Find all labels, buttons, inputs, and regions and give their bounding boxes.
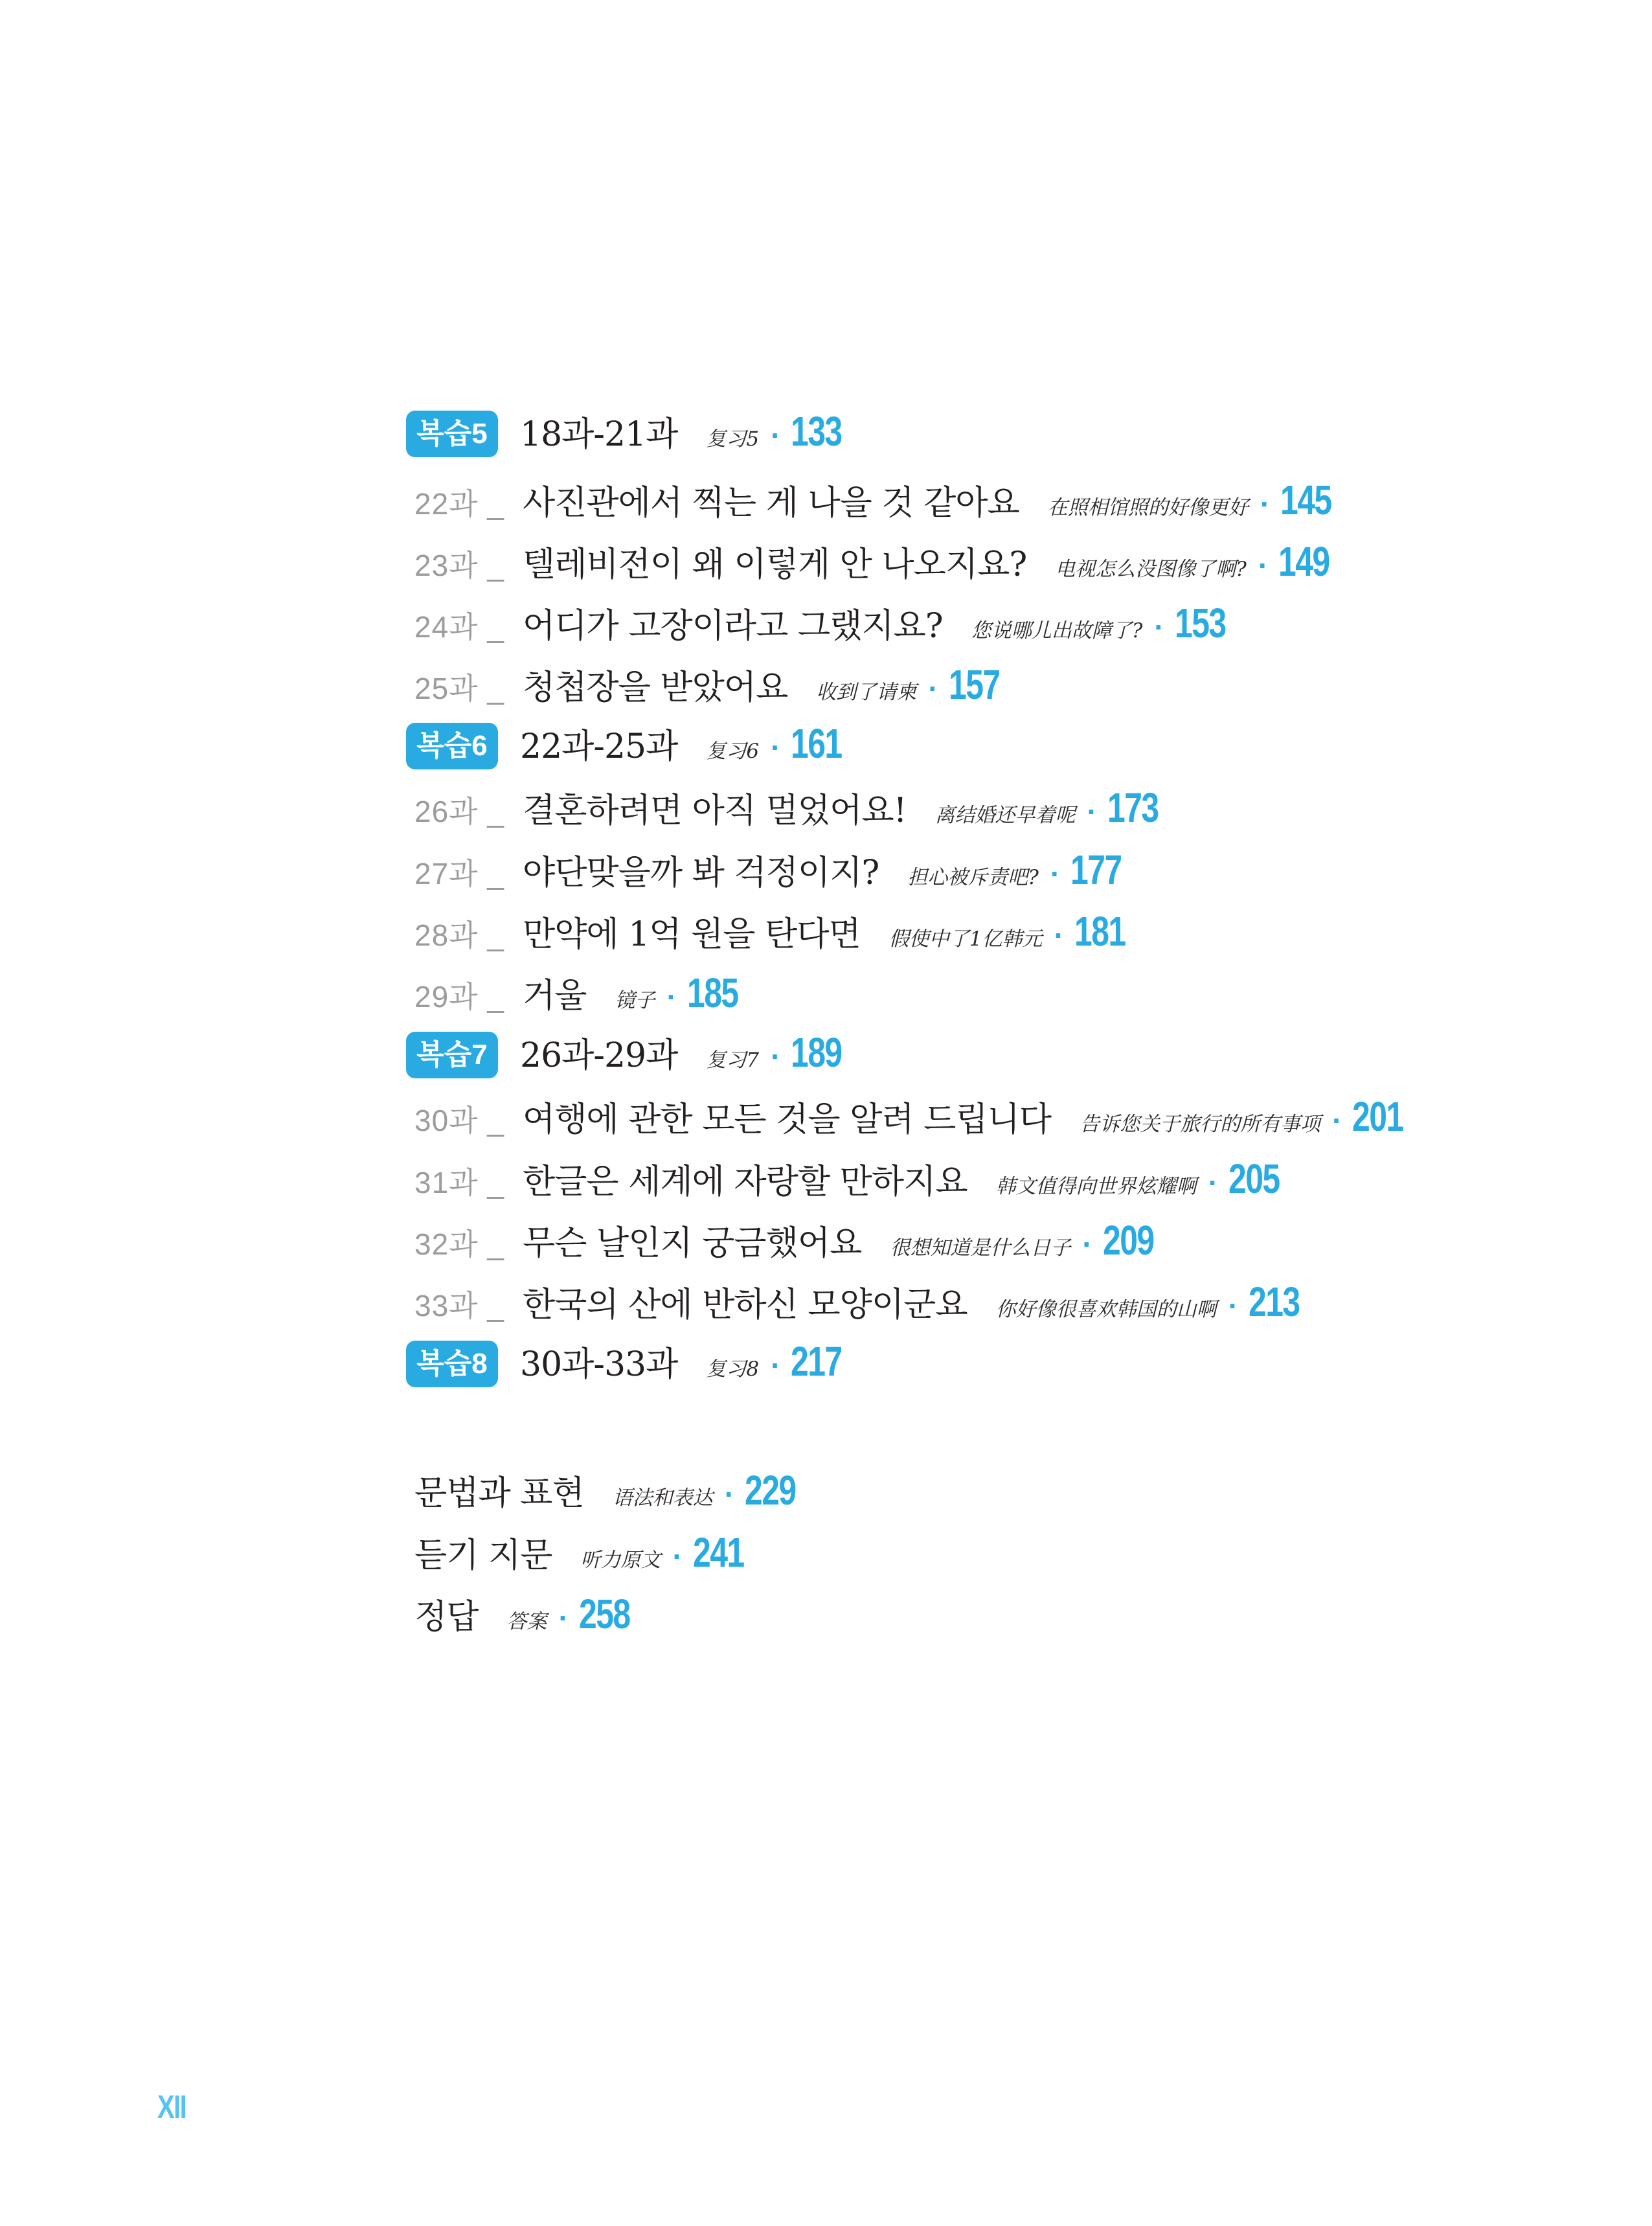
lesson-number: 27과 _ [414, 857, 504, 891]
lesson-number: 22과 _ [414, 487, 504, 521]
review-badge: 복습5 [406, 411, 498, 457]
lesson-title: 야단맞을까 봐 걱정이지? [522, 854, 879, 892]
page-number: 185 [686, 970, 738, 1016]
page-number: 217 [791, 1338, 843, 1385]
page-number: 181 [1074, 908, 1126, 955]
toc-lesson-row [414, 479, 1346, 521]
page-number: 258 [578, 1591, 630, 1637]
toc-lesson-row [414, 784, 1173, 831]
dot-separator: · [1087, 795, 1097, 828]
dot-separator: · [724, 1477, 735, 1511]
page-number: 157 [948, 661, 1000, 708]
folio-page-number: XII [157, 2089, 187, 2125]
dot-separator: · [1228, 1289, 1238, 1323]
lesson-number: 29과 _ [414, 980, 504, 1014]
lesson-title: 어디가 고장이라고 그랬지요? [522, 607, 943, 646]
toc-lesson-row [414, 972, 752, 1014]
dot-separator: · [1050, 857, 1061, 891]
chinese-caption: 担心被斥责吧? [907, 866, 1039, 889]
chinese-caption: 复习5 [706, 427, 760, 451]
lesson-title: 무슨 날인지 궁금했어요 [522, 1224, 862, 1263]
chinese-caption: 语法和表达 [612, 1486, 713, 1510]
lesson-number: 28과 _ [414, 918, 504, 952]
toc-appendix-row [414, 1529, 758, 1576]
toc-lesson-row [414, 846, 1136, 893]
toc-lesson-row [414, 602, 1239, 644]
toc-lesson-row [414, 1217, 1168, 1264]
chinese-caption: 镜子 [615, 989, 655, 1012]
chinese-caption: 你好像很喜欢韩国的山啊 [995, 1298, 1217, 1321]
page-number: 229 [745, 1467, 796, 1514]
chinese-caption: 复习6 [706, 740, 760, 763]
page-number: 161 [791, 720, 843, 767]
lesson-title: 한글은 세계에 자랑할 만하지요 [522, 1163, 967, 1201]
chinese-caption: 告诉您关于旅行的所有事项 [1080, 1113, 1321, 1136]
page-number: 201 [1352, 1093, 1404, 1140]
chinese-caption: 复习8 [706, 1357, 760, 1381]
review-range: 22과-25과 [520, 727, 678, 766]
dot-separator: · [928, 672, 938, 705]
lesson-number: 24과 _ [414, 610, 504, 644]
review-badge: 복습8 [406, 1341, 498, 1387]
toc-review-row [406, 1029, 856, 1078]
dot-separator: · [558, 1601, 569, 1635]
page-number: 205 [1228, 1155, 1280, 1202]
page-number: 149 [1278, 538, 1330, 585]
lesson-title: 만약에 1억 원을 탄다면 [522, 915, 861, 954]
lesson-title: 여행에 관한 모든 것을 알려 드립니다 [522, 1100, 1052, 1139]
chinese-caption: 假使中了1亿韩元 [888, 927, 1043, 951]
page-number: 209 [1102, 1217, 1154, 1264]
page-number: 213 [1248, 1278, 1300, 1325]
page-number: 153 [1174, 600, 1226, 646]
lesson-number: 23과 _ [414, 549, 504, 582]
toc-lesson-row [414, 908, 1140, 955]
review-range: 30과-33과 [520, 1345, 678, 1384]
chinese-caption: 很想知道是什么日子 [890, 1236, 1071, 1260]
lesson-number: 31과 _ [414, 1166, 504, 1199]
dot-separator: · [666, 980, 677, 1014]
chinese-caption: 答案 [506, 1610, 547, 1633]
chinese-caption: 您说哪儿出故障了? [971, 619, 1143, 642]
dot-separator: · [1054, 918, 1064, 952]
toc-lesson-row [414, 1278, 1314, 1325]
chinese-caption: 听力原文 [580, 1549, 661, 1572]
page-number: 177 [1070, 846, 1122, 893]
dot-separator: · [771, 731, 781, 764]
lesson-title: 텔레비전이 왜 이렇게 안 나오지요? [522, 545, 1027, 584]
dot-separator: · [1260, 487, 1271, 521]
toc-lesson-row [414, 1093, 1418, 1140]
dot-separator: · [1154, 610, 1164, 644]
chinese-caption: 复习7 [706, 1049, 760, 1072]
review-badge: 복습7 [406, 1032, 498, 1078]
toc-lesson-row [414, 1155, 1294, 1202]
dot-separator: · [771, 1348, 781, 1382]
lesson-title: 청첩장을 받았어요 [522, 668, 788, 707]
page-number: 173 [1107, 784, 1159, 831]
page-number: 241 [692, 1529, 744, 1576]
chinese-caption: 韩文值得向世界炫耀啊 [995, 1175, 1197, 1198]
toc-review-row [406, 1338, 856, 1387]
dot-separator: · [672, 1539, 683, 1573]
lesson-title: 한국의 산에 반하신 모양이군요 [522, 1286, 967, 1324]
toc-lesson-row [414, 538, 1344, 585]
lesson-number: 26과 _ [414, 795, 504, 828]
chinese-caption: 收到了请柬 [816, 681, 917, 704]
chinese-caption: 在照相馆照的好像更好 [1047, 496, 1249, 519]
toc-appendix-row [414, 1593, 644, 1635]
lesson-number: 32과 _ [414, 1227, 504, 1261]
chinese-caption: 电视怎么没图像了啊? [1055, 558, 1247, 581]
lesson-number: 30과 _ [414, 1104, 504, 1137]
dot-separator: · [1082, 1227, 1092, 1261]
review-range: 26과-29과 [520, 1036, 678, 1075]
appendix-title: 정답 [414, 1598, 479, 1637]
page-number: 189 [791, 1029, 843, 1076]
dot-separator: · [1332, 1104, 1342, 1137]
appendix-title: 문법과 표현 [414, 1474, 584, 1513]
appendix-title: 듣기 지문 [414, 1536, 552, 1575]
dot-separator: · [1208, 1166, 1218, 1199]
page-number: 133 [791, 408, 843, 455]
lesson-number: 25과 _ [414, 672, 504, 705]
review-range: 18과-21과 [520, 415, 678, 454]
lesson-title: 거울 [522, 977, 587, 1016]
review-badge: 복습6 [406, 723, 498, 769]
lesson-number: 33과 _ [414, 1289, 504, 1323]
toc-review-row [406, 720, 856, 769]
chinese-caption: 离结婚还早着呢 [934, 804, 1076, 827]
toc-appendix-row [414, 1467, 810, 1514]
lesson-title: 사진관에서 찍는 게 나을 것 같아요 [522, 484, 1019, 523]
page-number: 145 [1280, 477, 1331, 523]
lesson-title: 결혼하려면 아직 멀었어요! [522, 791, 907, 830]
dot-separator: · [771, 418, 781, 452]
dot-separator: · [771, 1039, 781, 1073]
toc-review-row [406, 408, 856, 457]
toc-lesson-row [414, 661, 1013, 708]
dot-separator: · [1258, 549, 1269, 582]
